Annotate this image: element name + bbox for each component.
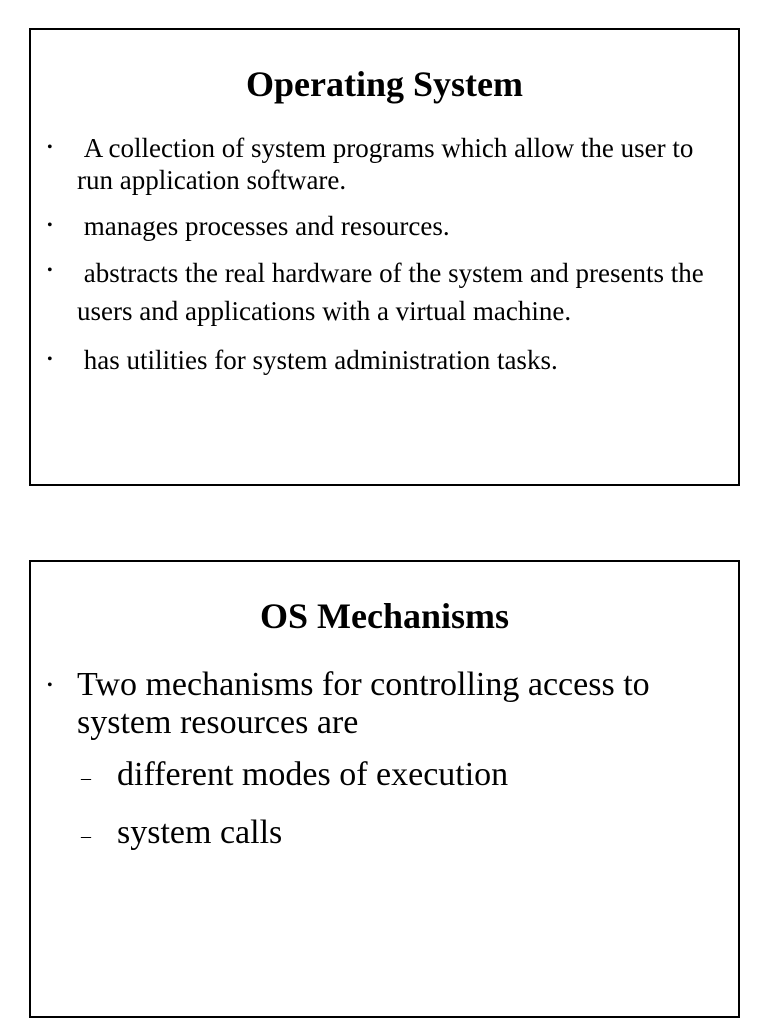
bullet-list — [31, 132, 738, 376]
sub-item-text: system calls — [117, 814, 283, 851]
bullet-text: has utilities for system administration tasks. — [77, 345, 558, 375]
slide-operating-system — [29, 28, 740, 486]
bullet-text: A collection of system programs which allow the user to run application software. — [77, 133, 701, 195]
slide-title: Operating System — [246, 64, 523, 104]
bullet-marker: • — [47, 217, 53, 234]
sub-item-text: different modes of execution — [117, 756, 509, 793]
slide-title: OS Mechanisms — [259, 596, 509, 636]
bullet-text: Two mechanisms for controlling access to system resources are — [77, 666, 650, 741]
list-item — [31, 254, 738, 330]
bullet-marker: • — [47, 677, 53, 694]
list-item — [31, 210, 738, 242]
slide-os-mechanisms — [29, 560, 740, 1018]
list-item — [31, 132, 738, 196]
list-item — [31, 344, 738, 376]
bullet-marker: • — [47, 139, 53, 156]
sub-list-item — [77, 756, 714, 794]
bullet-list — [31, 666, 738, 852]
bullet-text: manages processes and resources. — [77, 211, 450, 241]
bullet-marker: • — [47, 351, 53, 368]
bullet-marker: • — [47, 262, 53, 279]
sub-list-item — [77, 814, 714, 852]
dash-marker: – — [81, 825, 91, 847]
dash-marker: – — [81, 767, 91, 789]
bullet-text: abstracts the real hardware of the system and presents the users and applications with a virtual machine. — [77, 258, 711, 326]
sub-list — [77, 756, 714, 852]
list-item — [31, 666, 738, 852]
